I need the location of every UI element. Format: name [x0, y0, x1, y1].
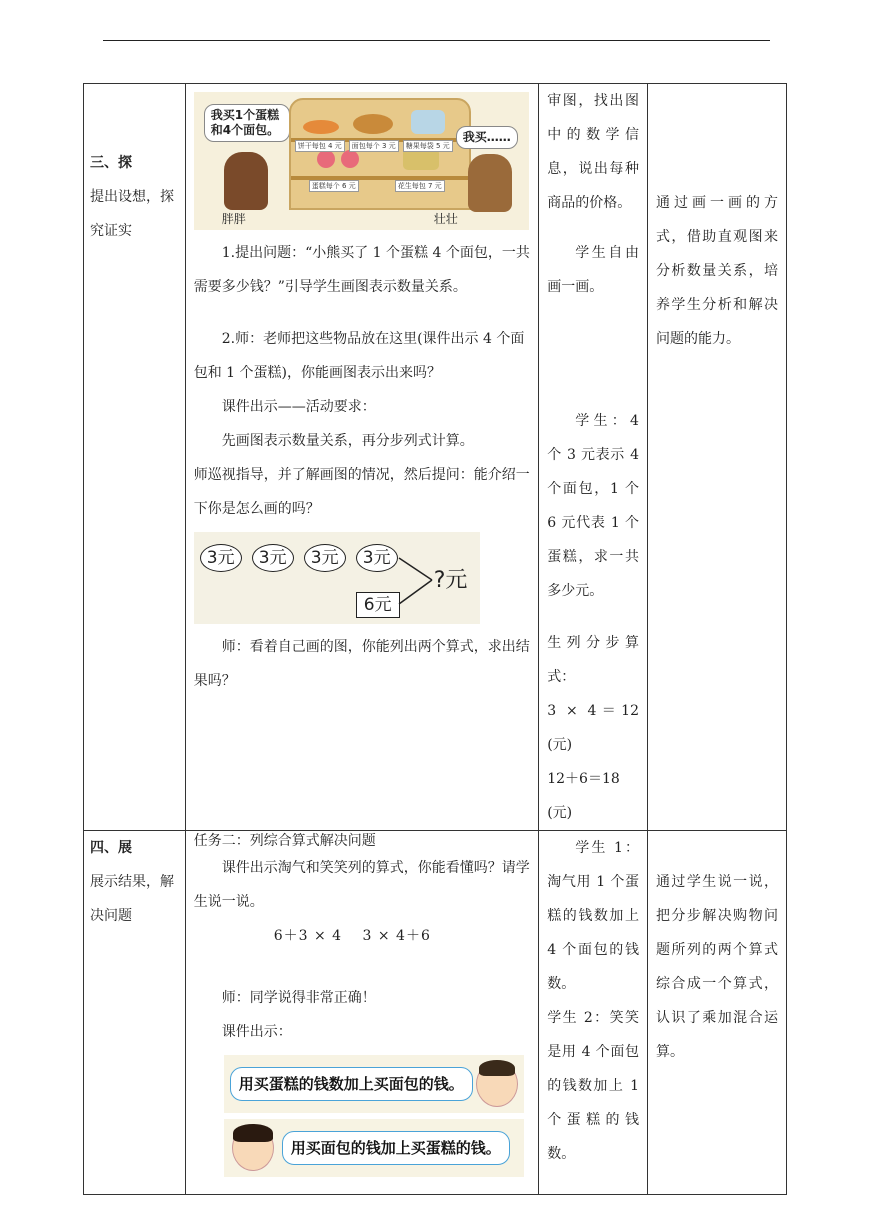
header-rule — [103, 40, 770, 41]
student-text: 生列分步算式： — [547, 635, 639, 685]
student-activity-cell — [539, 84, 648, 831]
speech-bubble-left: 我买1个蛋糕和4个面包。 — [204, 104, 290, 142]
bear-zhuangzhuang-icon — [468, 154, 512, 212]
student-equation: 12＋6＝18 — [547, 771, 620, 787]
design-intent-cell — [647, 831, 786, 1195]
shop-illustration — [194, 92, 529, 230]
stage-title: 三、探 — [90, 155, 132, 171]
task-title: 任务二：列综合算式解决问题 — [193, 833, 376, 849]
student-text: 学生自由画一画。 — [547, 245, 639, 295]
girl-avatar-icon — [232, 1125, 274, 1171]
paragraph-courseware: 课件出示： — [221, 1024, 292, 1040]
speech-card-boy — [224, 1055, 524, 1113]
total-question: ?元 — [433, 568, 468, 593]
paragraph-equations: 师：看着自己画的图，你能列出两个算式，求出结果吗？ — [193, 639, 530, 689]
stage-cell — [84, 831, 186, 1195]
design-intent-text: 通过画一画的方式，借助直观图来分析数量关系，培养学生分析和解决问题的能力。 — [655, 195, 778, 347]
shop-shelf — [289, 98, 471, 210]
formula-line: 6＋3 × 4 3 × 4＋6 — [273, 928, 431, 944]
price-tag-candy: 糖果每袋 5 元 — [403, 140, 453, 152]
student-equation: (元) — [547, 805, 573, 821]
quantity-diagram — [194, 532, 480, 624]
price-tag-peanut: 花生每包 7 元 — [395, 180, 445, 192]
price-tag-bread: 面包每个 3 元 — [349, 140, 399, 152]
speech-card-girl — [224, 1119, 524, 1177]
biscuit-icon — [303, 120, 339, 134]
speech-bubble-right: 我买…… — [456, 126, 518, 149]
student-equation: 3 × 4＝12 (元) — [547, 703, 639, 753]
coin-3yuan: 3元 — [304, 544, 346, 572]
cake-icon — [341, 150, 359, 168]
student-text: 审图，找出图中的数学信息，说出每种商品的价格。 — [547, 93, 639, 211]
cake-icon — [317, 150, 335, 168]
stage-cell — [84, 84, 186, 831]
coin-3yuan: 3元 — [252, 544, 294, 572]
paragraph-teacher: 师：同学说得非常正确！ — [221, 990, 376, 1006]
boy-avatar-icon — [476, 1061, 518, 1107]
paragraph-courseware: 课件出示——活动要求： — [221, 399, 376, 415]
coin-3yuan: 3元 — [200, 544, 242, 572]
table-row-explore — [84, 84, 787, 831]
student-text: 学生 1：淘气用 1 个蛋糕的钱数加上 4 个面包的钱数。 — [547, 840, 639, 992]
student-text: 学生：4 个 3 元表示 4 个面包，1 个 6 元代表 1 个蛋糕，求一共多少元。 — [547, 413, 639, 599]
teacher-activity-cell — [185, 831, 539, 1195]
coin-3yuan: 3元 — [356, 544, 398, 572]
character-name-left: 胖胖 — [221, 212, 246, 226]
table-row-present — [84, 831, 787, 1195]
teacher-activity-cell — [185, 84, 539, 831]
student-activity-cell — [539, 831, 648, 1195]
speech-bubble-girl: 用买面包的钱加上买蛋糕的钱。 — [282, 1131, 510, 1165]
student-text: 学生 2：笑笑是用 4 个面包的钱数加上 1 个蛋糕的钱数。 — [547, 1010, 639, 1162]
paragraph-courseware: 课件出示淘气和笑笑列的算式，你能看懂吗？请学生说一说。 — [193, 860, 530, 910]
candy-bag-icon — [411, 110, 445, 134]
girl-hair — [233, 1124, 273, 1142]
character-name-right: 壮壮 — [433, 212, 458, 226]
box-6yuan: 6元 — [356, 592, 400, 618]
design-intent-cell — [647, 84, 786, 831]
paragraph-teacher: 2.师：老师把这些物品放在这里(课件出示 4 个面包和 1 个蛋糕)，你能画图表示出来吗？ — [193, 331, 525, 381]
stage-subtitle: 展示结果，解决问题 — [90, 874, 174, 924]
paragraph-requirement: 先画图表示数量关系，再分步列式计算。 — [221, 433, 474, 449]
bread-icon — [353, 114, 393, 134]
stage-subtitle: 提出设想，探究证实 — [90, 189, 174, 239]
bear-pangpang-icon — [224, 152, 268, 210]
price-tag-biscuit: 饼干每包 4 元 — [295, 140, 345, 152]
price-tag-cake: 蛋糕每个 6 元 — [309, 180, 359, 192]
lesson-table — [83, 83, 787, 1195]
design-intent-text: 通过学生说一说，把分步解决购物问题所列的两个算式综合成一个算式，认识了乘加混合运算。 — [655, 874, 778, 1060]
paragraph-question: 1.提出问题：“小熊买了 1 个蛋糕 4 个面包，一共需要多少钱？”引导学生画图表示数量关系。 — [193, 245, 530, 295]
paragraph-guidance: 师巡视指导，并了解画图的情况，然后提问：能介绍一下你是怎么画的吗？ — [193, 467, 530, 517]
boy-hair — [479, 1060, 515, 1076]
stage-title: 四、展 — [90, 840, 132, 856]
speech-bubble-boy: 用买蛋糕的钱数加上买面包的钱。 — [230, 1067, 473, 1101]
